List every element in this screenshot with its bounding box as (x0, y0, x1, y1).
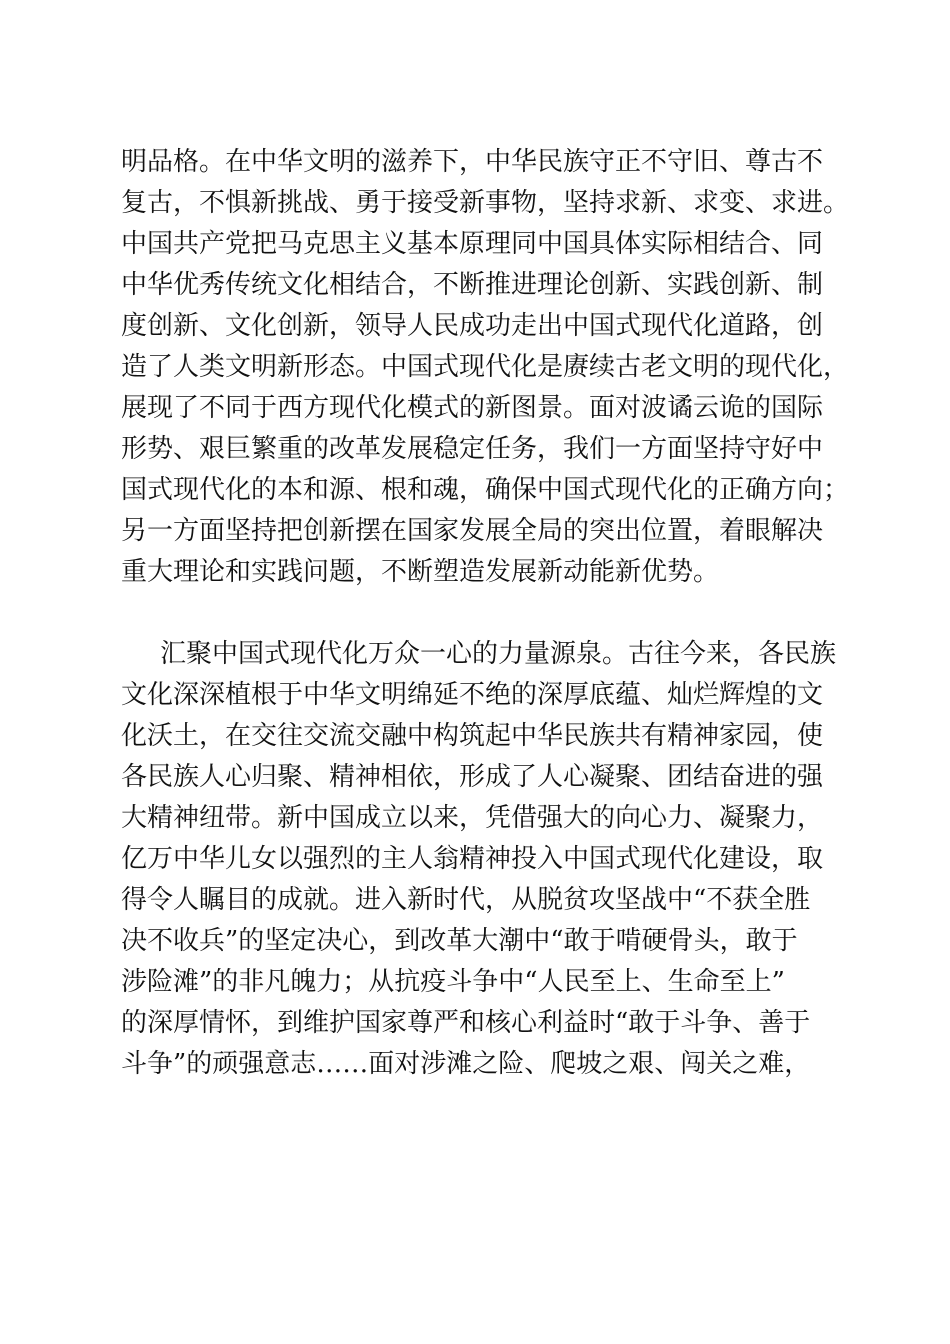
text-line: 的深厚情怀，到维护国家尊严和核心利益时“敢于斗争、善于 (121, 1008, 811, 1038)
text-line: 复古，不惧新挑战、勇于接受新事物，坚持求新、求变、求进。 (121, 188, 850, 218)
text-line: 另一方面坚持把创新摆在国家发展全局的突出位置，着眼解决 (121, 516, 824, 546)
text-line: 造了人类文明新形态。中国式现代化是赓续古老文明的现代化， (121, 352, 850, 382)
text-line: 明品格。在中华文明的滋养下，中华民族守正不守旧、尊古不 (121, 147, 824, 177)
text-line: 斗争”的顽强意志……面对涉滩之险、爬坡之艰、闯关之难， (121, 1049, 811, 1079)
text-line: 各民族人心归聚、精神相依，形成了人心凝聚、团结奋进的强 (121, 762, 824, 792)
text-line: 重大理论和实践问题，不断塑造发展新动能新优势。 (121, 557, 720, 587)
text-line: 形势、艰巨繁重的改革发展稳定任务，我们一方面坚持守好中 (121, 434, 824, 464)
text-line: 文化深深植根于中华文明绵延不绝的深厚底蕴、灿烂辉煌的文 (121, 680, 824, 710)
text-line: 大精神纽带。新中国成立以来，凭借强大的向心力、凝聚力， (121, 803, 824, 833)
text-line: 展现了不同于西方现代化模式的新图景。面对波谲云诡的国际 (121, 393, 824, 423)
text-line: 决不收兵”的坚定决心，到改革大潮中“敢于啃硬骨头，敢于 (121, 926, 798, 956)
text-line: 涉险滩”的非凡魄力；从抗疫斗争中“人民至上、生命至上” (121, 967, 785, 997)
text-line: 国式现代化的本和源、根和魂，确保中国式现代化的正确方向； (121, 475, 850, 505)
text-line: 汇聚中国式现代化万众一心的力量源泉。古往今来，各民族 (160, 639, 837, 669)
text-line: 中国共产党把马克思主义基本原理同中国具体实际相结合、同 (121, 229, 824, 259)
text-line: 度创新、文化创新，领导人民成功走出中国式现代化道路，创 (121, 311, 824, 341)
text-line: 得令人瞩目的成就。进入新时代，从脱贫攻坚战中“不获全胜 (121, 885, 811, 915)
text-line: 化沃土，在交往交流交融中构筑起中华民族共有精神家园，使 (121, 721, 824, 751)
text-line: 亿万中华儿女以强烈的主人翁精神投入中国式现代化建设，取 (121, 844, 824, 874)
text-line: 中华优秀传统文化相结合，不断推进理论创新、实践创新、制 (121, 270, 824, 300)
